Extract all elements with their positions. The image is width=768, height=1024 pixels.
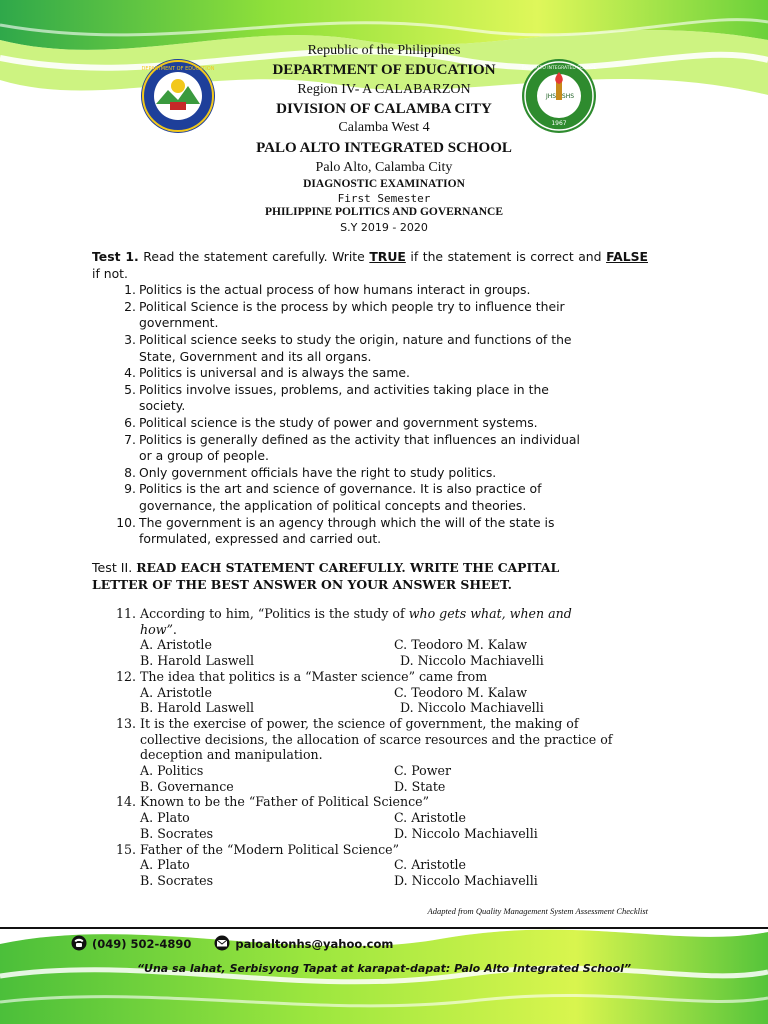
choice-d: D. Niccolo Machiavelli	[400, 653, 544, 669]
choice-d: D. Niccolo Machiavelli	[400, 700, 544, 716]
test1-text-a: Read the statement carefully. Write	[143, 249, 365, 264]
question-text: collective decisions, the allocation of scarce resources and the practice of	[140, 731, 613, 747]
question-text: 12. The idea that politics is a “Master science” came from	[116, 668, 488, 684]
email-address[interactable]: paloaltonhs@yahoo.com	[235, 937, 394, 951]
question-14	[116, 794, 656, 841]
header-division: DIVISION OF CALAMBA CITY	[276, 101, 492, 117]
item-number: 3.	[124, 331, 136, 347]
item-text: formulated, expressed and carried out.	[139, 531, 382, 547]
item-text: society.	[139, 398, 186, 414]
question-text: 11. According to him, “Politics is the study of	[116, 606, 405, 621]
list-item	[92, 432, 648, 465]
seal-jhs-text: JHS	[545, 93, 557, 100]
list-item	[92, 365, 648, 382]
phone-number: (049) 502-4890	[92, 937, 192, 951]
item-text: or a group of people.	[139, 448, 269, 464]
choice-c: C. Teodoro M. Kalaw	[394, 637, 528, 653]
item-text: Politics involve issues, problems, and activities taking place in the	[139, 381, 549, 397]
seal-year-text: 1967	[551, 120, 567, 127]
email-icon	[213, 935, 231, 951]
choice-d: D. Niccolo Machiavelli	[394, 872, 538, 888]
choice-a: A. Plato	[140, 857, 190, 873]
adapted-note: Adapted from Quality Management System Assessment Checklist	[427, 906, 648, 916]
list-item	[92, 481, 648, 514]
item-text: Politics is universal and is always the same.	[139, 365, 410, 381]
list-item	[92, 282, 648, 299]
choice-c: C. Teodoro M. Kalaw	[394, 684, 528, 700]
question-11	[116, 606, 656, 669]
seal-shs-text: SHS	[561, 93, 575, 100]
choice-a: A. Plato	[140, 810, 190, 826]
exam-subject: PHILIPPINE POLITICS AND GOVERNANCE	[264, 206, 504, 218]
true-keyword: TRUE	[369, 249, 406, 264]
test2-instruction-line1: READ EACH STATEMENT CAREFULLY. WRITE THE CAPITAL	[136, 560, 560, 575]
choice-c: C. Power	[394, 763, 451, 779]
phone-icon	[70, 935, 88, 951]
seal-left-text: DEPARTMENT OF EDUCATION	[141, 66, 215, 72]
choice-b: B. Socrates	[140, 825, 214, 841]
list-item	[92, 332, 648, 365]
question-text: 14. Known to be the “Father of Political Science”	[116, 794, 430, 810]
item-text: The government is an agency through which the will of the state is	[139, 514, 555, 530]
item-number: 2.	[124, 298, 136, 314]
item-number: 10.	[116, 514, 136, 530]
test1-label: Test 1.	[92, 249, 139, 264]
item-text: Political science is the study of power and government systems.	[139, 414, 538, 430]
choice-b: B. Governance	[140, 778, 234, 794]
item-number: 7.	[124, 431, 136, 447]
choice-d: D. Niccolo Machiavelli	[394, 825, 538, 841]
item-text: governance, the application of political concepts and theories.	[139, 497, 527, 513]
item-text: Only government officials have the right to study politics.	[139, 464, 497, 480]
choice-a: A. Aristotle	[140, 684, 212, 700]
seal-right-text: PALO ALTO INTEGRATED SCHOOL	[521, 66, 597, 71]
test1-text-b: if the statement is correct and	[410, 249, 602, 264]
question-italic: how”	[140, 621, 173, 637]
exam-title: DIAGNOSTIC EXAMINATION	[303, 178, 465, 190]
question-text: 13. It is the exercise of power, the science of government, the making of	[116, 715, 579, 731]
school-motto: “Una sa lahat, Serbisyong Tapat at karapat-dapat: Palo Alto Integrated School”	[136, 962, 632, 975]
item-text: State, Government and its all organs.	[139, 348, 372, 364]
list-item	[92, 299, 648, 332]
header-region: Region IV- A CALABARZON	[297, 82, 471, 97]
question-end: .	[172, 621, 177, 637]
exam-school-year: S.Y 2019 - 2020	[340, 221, 428, 234]
item-text: Politics is the actual process of how humans interact in groups.	[139, 282, 531, 298]
item-text: Political Science is the process by which people try to influence their	[139, 298, 565, 314]
test1-list	[92, 282, 648, 548]
list-item	[92, 515, 648, 548]
item-text: Politics is generally defined as the activity that influences an individual	[139, 431, 580, 447]
item-number: 1.	[124, 282, 136, 298]
test1-section	[92, 249, 648, 548]
item-number: 4.	[124, 365, 136, 381]
header-department: DEPARTMENT OF EDUCATION	[272, 62, 496, 78]
question-text: deception and manipulation.	[140, 747, 323, 763]
question-13	[116, 716, 656, 795]
choice-c: C. Aristotle	[394, 810, 466, 826]
list-item	[92, 382, 648, 415]
item-text: government.	[139, 315, 219, 331]
question-text: 15. Father of the “Modern Political Science”	[116, 841, 400, 857]
list-item	[92, 465, 648, 482]
false-keyword: FALSE	[606, 249, 648, 264]
list-item	[92, 415, 648, 432]
choice-a: A. Aristotle	[140, 637, 212, 653]
item-text: Politics is the art and science of governance. It is also practice of	[139, 481, 542, 497]
header-district: Calamba West 4	[338, 120, 430, 135]
test1-instruction	[92, 249, 648, 282]
item-number: 9.	[124, 481, 136, 497]
exam-semester: First Semester	[337, 192, 431, 205]
header-address: Palo Alto, Calamba City	[315, 160, 453, 175]
test2-instruction-line2: LETTER OF THE BEST ANSWER ON YOUR ANSWER SHEET.	[92, 577, 512, 592]
test2-instruction	[92, 559, 648, 593]
choice-b: B. Harold Laswell	[140, 653, 255, 669]
test1-text-c: if not.	[92, 265, 128, 281]
item-number: 8.	[124, 464, 136, 480]
test2-label: Test II.	[92, 560, 133, 575]
header-school: PALO ALTO INTEGRATED SCHOOL	[256, 140, 512, 156]
footer-divider	[0, 927, 768, 929]
contact-line	[70, 935, 393, 951]
question-italic: who gets what, when and	[408, 606, 572, 621]
test2-questions	[116, 606, 656, 889]
question-15	[116, 842, 656, 889]
choice-d: D. State	[394, 778, 446, 794]
choice-a: A. Politics	[140, 763, 204, 779]
question-12	[116, 669, 656, 716]
item-text: Political science seeks to study the origin, nature and functions of the	[139, 331, 572, 347]
item-number: 5.	[124, 381, 136, 397]
item-number: 6.	[124, 414, 136, 430]
choice-b: B. Harold Laswell	[140, 700, 255, 716]
header-republic: Republic of the Philippines	[307, 43, 461, 58]
choice-c: C. Aristotle	[394, 857, 466, 873]
choice-b: B. Socrates	[140, 872, 214, 888]
